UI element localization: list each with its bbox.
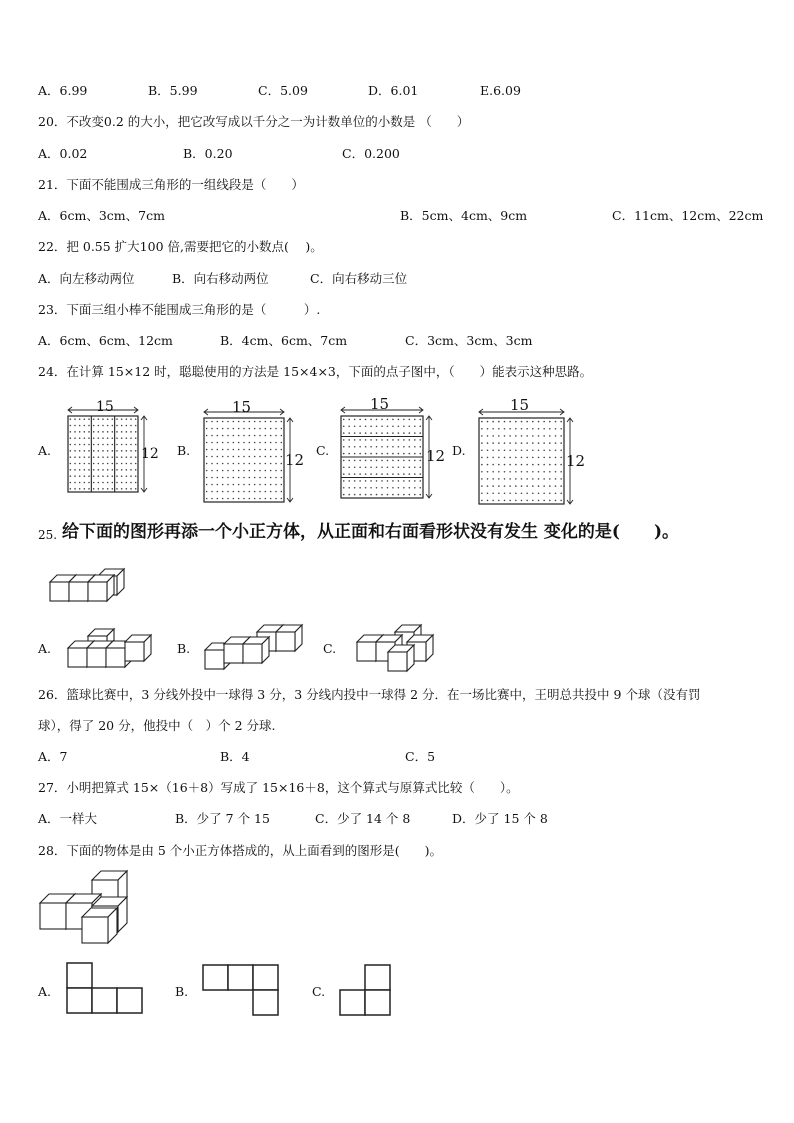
q25-option-c-figure — [355, 628, 445, 676]
grid-a-width-label: 15 — [96, 399, 114, 415]
q21-stem: 21．下面不能围成三角形的一组线段是（ ） — [38, 177, 304, 192]
q27-option-d: D．少了 15 个 8 — [452, 811, 548, 826]
q21-option-b: B．5cm、4cm、9cm — [400, 208, 528, 223]
q27-stem: 27．小明把算式 15×（16＋8）写成了 15×16＋8，这个算式与原算式比较（ ）。 — [38, 780, 519, 795]
q25-number: 25. — [38, 528, 58, 542]
q25-cube-figure — [48, 566, 138, 608]
q28-stem: 28．下面的物体是由 5 个小正方体搭成的，从上面看到的图形是( )。 — [38, 843, 443, 858]
q23-option-b: B．4cm、6cm、7cm — [220, 333, 348, 348]
q28-cube-figure — [38, 870, 133, 945]
q28-option-a-topview — [66, 962, 146, 1016]
q27-option-b: B．少了 7 个 15 — [175, 811, 270, 826]
q24-option-c-label: C. — [316, 443, 330, 458]
q25-option-b-figure — [203, 626, 303, 674]
q25-option-c-label: C. — [323, 641, 337, 656]
q20-option-a: A．0.02 — [38, 146, 88, 161]
grid-c-width-label: 15 — [370, 395, 390, 413]
q26-stem-line2: 球），得了 20 分，他投中（ ）个 2 分球. — [38, 718, 276, 733]
grid-d-width-label: 15 — [510, 396, 530, 414]
q22-option-c: C．向右移动三位 — [310, 271, 408, 286]
q19-option-c: C．5.09 — [258, 83, 308, 98]
q25-option-a-label: A. — [38, 641, 52, 656]
grid-a-height-label: 12 — [141, 446, 159, 462]
q27-option-c: C．少了 14 个 8 — [315, 811, 411, 826]
q23-option-c: C．3cm、3cm、3cm — [405, 333, 533, 348]
q24-option-a-label: A. — [38, 443, 52, 458]
q19-option-b: B．5.99 — [148, 83, 198, 98]
q25-option-a-figure — [66, 632, 156, 674]
grid-c-height-label: 12 — [426, 447, 446, 465]
q19-option-a: A．6.99 — [38, 83, 88, 98]
q27-option-a: A．一样大 — [38, 811, 98, 826]
grid-b-height-label: 12 — [285, 451, 305, 469]
q20-option-b: B．0.20 — [183, 146, 233, 161]
q26-option-b: B．4 — [220, 749, 250, 764]
q28-option-c-topview — [339, 964, 395, 1018]
q19-option-e: E.6.09 — [480, 83, 521, 98]
q28-option-a-label: A. — [38, 984, 52, 999]
q23-stem: 23．下面三组小棒不能围成三角形的是（ ）. — [38, 302, 321, 317]
q23-option-a: A．6cm、6cm、12cm — [38, 333, 173, 348]
q22-stem: 22．把 0.55 扩大100 倍,需要把它的小数点( )。 — [38, 239, 323, 254]
grid-b-width-label: 15 — [232, 398, 252, 416]
q26-stem-line1: 26．篮球比赛中，3 分线外投中一球得 3 分，3 分线内投中一球得 2 分．在一场比赛中，王明总共投中 9 个球（没有罚 — [38, 687, 701, 702]
q24-stem: 24．在计算 15×12 时，聪聪使用的方法是 15×4×3，下面的点子图中，（ ）能表示这种思路。 — [38, 364, 593, 379]
q26-option-c: C．5 — [405, 749, 436, 764]
grid-d-height-label: 12 — [566, 452, 586, 470]
q28-option-b-topview — [202, 964, 282, 1018]
q21-option-a: A．6cm、3cm、7cm — [38, 208, 165, 223]
q22-option-a: A．向左移动两位 — [38, 271, 135, 286]
q19-option-d: D．6.01 — [368, 83, 419, 98]
q28-option-b-label: B. — [175, 984, 189, 999]
q26-option-a: A．7 — [38, 749, 68, 764]
q24-option-b-label: B. — [177, 443, 191, 458]
q20-option-c: C．0.200 — [342, 146, 400, 161]
q21-option-c: C．11cm、12cm、22cm — [612, 208, 764, 223]
q25-option-b-label: B. — [177, 641, 191, 656]
q25-stem: 给下面的图形再添一个小正方体，从正面和右面看形状没有发生 变化的是( )。 — [62, 522, 680, 542]
q20-stem: 20．不改变0.2 的大小，把它改写成以千分之一为计数单位的小数是 （ ） — [38, 114, 470, 129]
q22-option-b: B．向右移动两位 — [172, 271, 269, 286]
q28-option-c-label: C. — [312, 984, 326, 999]
q24-option-d-label: D. — [452, 443, 466, 458]
